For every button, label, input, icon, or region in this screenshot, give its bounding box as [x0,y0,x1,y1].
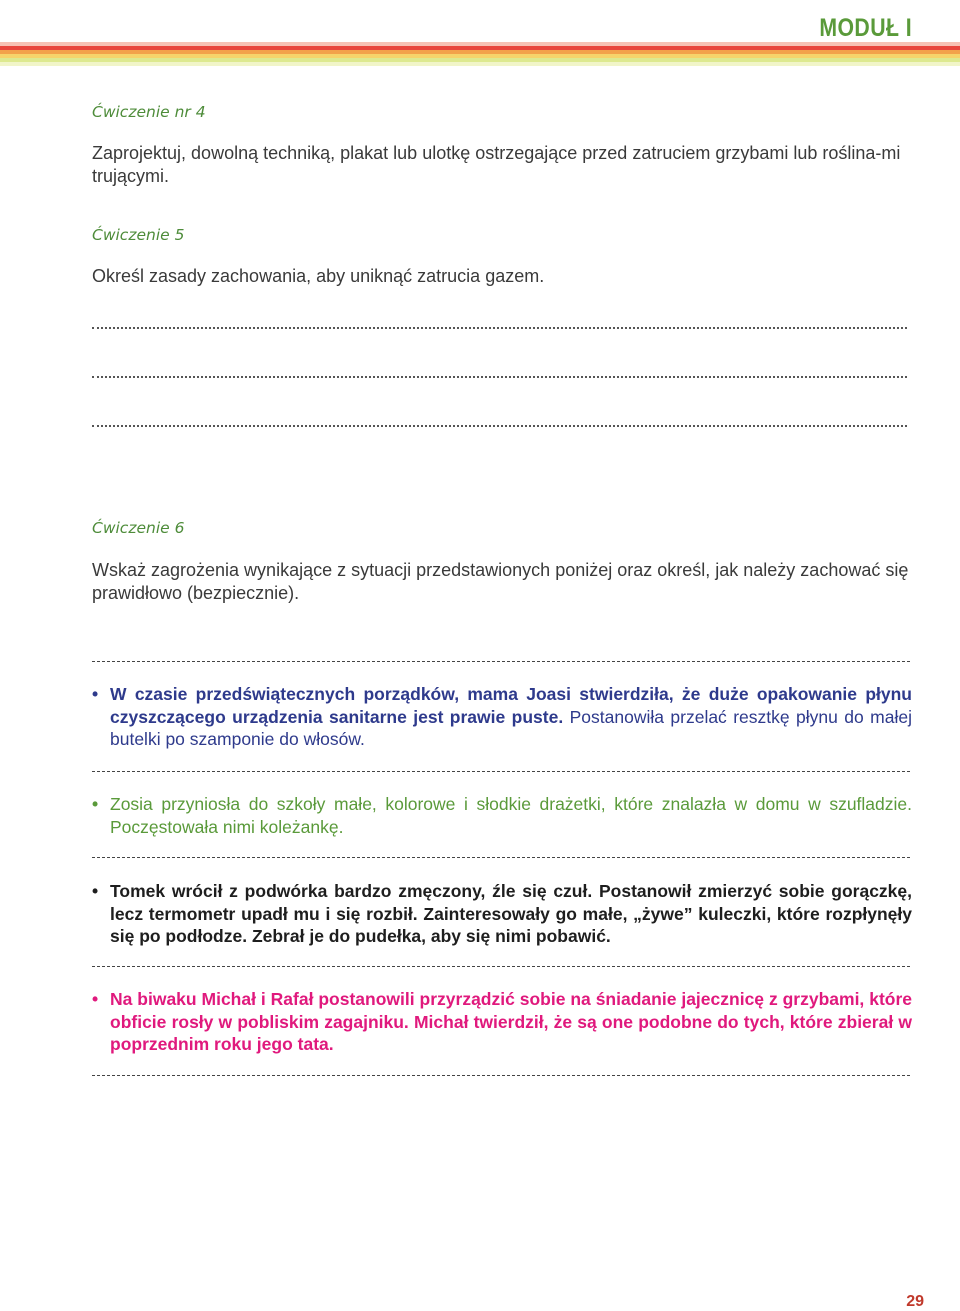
page-number: 29 [906,1293,924,1310]
bullet-dot: • [92,881,99,901]
stripe-6 [0,62,960,66]
exercise-4-text: Zaprojektuj, dowolną techniką, plakat lub ulotkę ostrzegające przed zatruciem grzybami lub roślina-mi trującymi. [92,143,901,186]
dash-divider-2 [92,771,910,772]
scenario-1 [92,683,912,751]
header-stripes [0,42,960,70]
exercise-6-label: Ćwiczenie 6 [92,519,185,537]
answer-line-2[interactable] [92,376,907,378]
exercise-6-text: Wskaż zagrożenia wynikające z sytuacji przedstawionych poniżej oraz określ, jak należy zachować się prawidłowo (bezpiecznie). [92,560,909,603]
dash-divider-3 [92,857,910,858]
scenario-2-part-1: Zosia przyniosła do szkoły małe, kolorowe i słodkie drażetki, które znalazła w domu w szufladzie. [110,794,912,814]
scenario-3 [92,880,912,948]
answer-line-3[interactable] [92,425,907,427]
exercise-4-label: Ćwiczenie nr 4 [92,103,206,121]
dash-divider-1 [92,661,910,662]
scenario-1-part-1: W czasie przedświątecznych porządków, mama Joasi stwierdziła, że duże opakowanie płynu czyszczącego urządzenia sanitarne jest prawie puste. [110,684,912,727]
exercise-5-label: Ćwiczenie 5 [92,226,185,244]
bullet-dot: • [92,989,99,1009]
dash-divider-4 [92,966,910,967]
scenario-2-text [110,793,912,838]
scenario-3-part-1: Tomek wrócił z podwórka bardzo zmęczony, źle się czuł. [110,881,593,901]
scenario-1-part-2: Postanowiła przelać resztkę płynu do małej butelki po szamponie do włosów. [110,706,912,749]
dash-divider-5 [92,1075,910,1076]
scenario-2-part-2: Poczęstowała nimi koleżankę. [110,816,344,837]
bullet-dot: • [92,794,99,814]
scenario-4-part-2: Michał twierdził, że są one podobne do tych, które zbierał w poprzednim roku jego tata. [110,1011,912,1054]
module-title: MODUŁ I [819,14,912,42]
scenario-2 [92,793,912,838]
scenario-3-text [110,880,912,948]
exercise-5-text: Określ zasady zachowania, aby uniknąć zatrucia gazem. [92,266,545,286]
bullet-dot: • [92,684,99,704]
scenario-1-text [110,683,912,751]
scenario-4-text [110,988,912,1056]
scenario-3-part-2: Postanowił zmierzyć sobie gorączkę, lecz termometr upadł mu i się rozbił. Zainteresowały go małe, „żywe” kuleczki, które rozpłynęły się po podłodze. Zebrał je do pudełka, aby się nimi pobawić. [110,881,912,946]
answer-line-1[interactable] [92,327,907,329]
scenario-4 [92,988,912,1056]
scenario-4-part-1: Na biwaku Michał i Rafał postanowili przyrządzić sobie na śniadanie jajecznicę z grzybami, które obficie rosły w pobliskim zagajniku. [110,989,912,1032]
